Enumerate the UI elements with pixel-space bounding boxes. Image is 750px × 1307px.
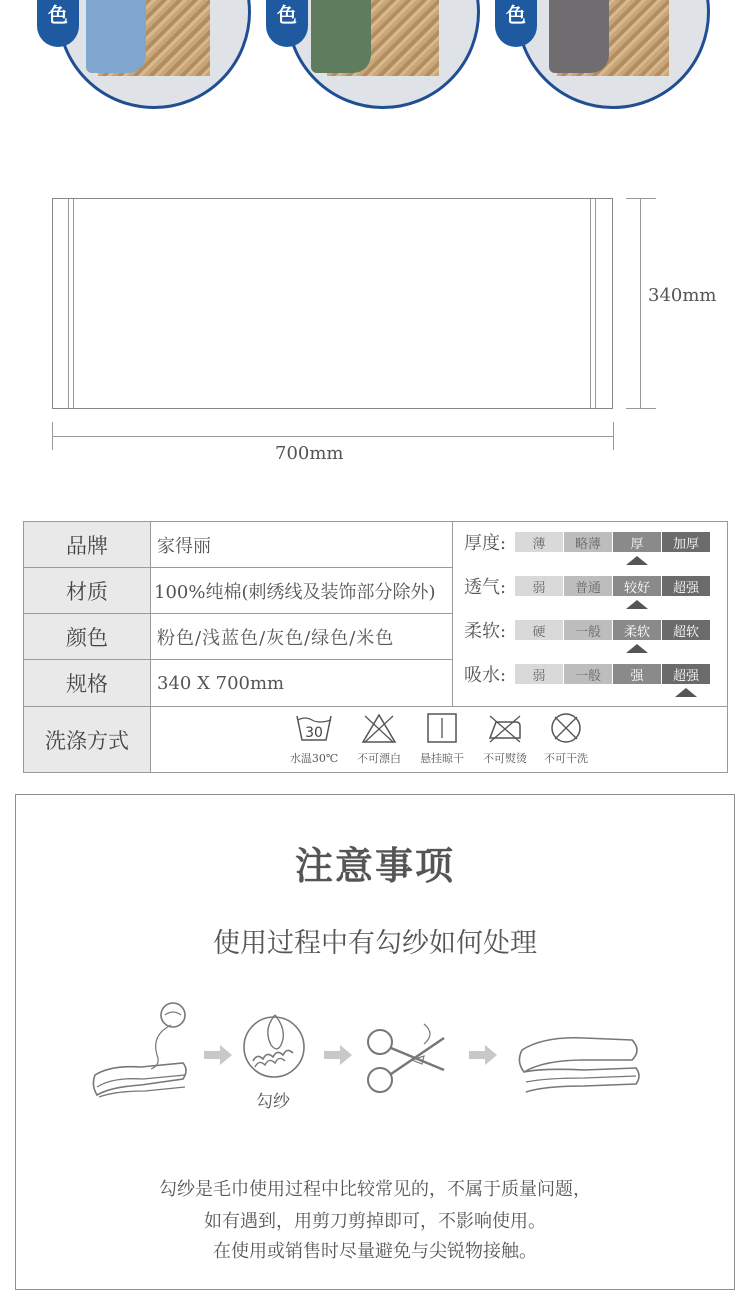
towel-diagram	[0, 0, 750, 480]
notice-section	[15, 794, 735, 1290]
folded-towel-icon	[514, 1028, 644, 1098]
height-label: 340mm	[648, 285, 717, 306]
spec-label-material: 材质	[24, 568, 151, 614]
arrow-right-icon	[324, 1045, 354, 1065]
color-badge: 色	[495, 0, 537, 47]
level-selected-marker	[626, 600, 648, 609]
washing-row-top-border	[453, 706, 728, 707]
level-label-softness: 柔软:	[464, 621, 507, 642]
wash-icon-item	[349, 712, 409, 766]
level-option: 超强	[662, 576, 710, 596]
level-option: 硬	[515, 620, 563, 640]
towel-border-left	[73, 199, 74, 408]
height-dimension-tick	[626, 408, 656, 409]
wash-icon-item	[475, 712, 535, 766]
no-dry-clean-icon	[547, 712, 585, 744]
wash-temp-number: 30	[305, 725, 323, 741]
spec-value-brand: 家得丽	[151, 522, 453, 568]
width-dimension-line	[52, 436, 614, 437]
wash-icon-item	[412, 712, 472, 766]
spec-table	[23, 521, 728, 773]
level-selected-marker	[626, 644, 648, 653]
arrow-right-icon	[469, 1045, 499, 1065]
towel-border-right	[590, 199, 591, 408]
level-selected-marker	[626, 556, 648, 565]
width-dimension-tick	[52, 422, 53, 450]
level-option: 强	[613, 664, 661, 684]
notice-paragraph: 在使用或销售时尽量避免与尖锐物接触。	[213, 1241, 537, 1262]
level-selected-marker	[675, 688, 697, 697]
wash-icon-item	[536, 712, 596, 766]
level-option: 较好	[613, 576, 661, 596]
towel-outline	[52, 198, 613, 409]
height-dimension-tick	[626, 198, 656, 199]
snag-caption: 勾纱	[256, 1092, 290, 1112]
level-option: 薄	[515, 532, 563, 552]
arrow-right-icon	[204, 1045, 234, 1065]
folded-towel-tag-icon	[91, 995, 191, 1110]
color-badge: 色	[266, 0, 308, 47]
level-panel-border	[452, 522, 453, 707]
notice-title: 注意事项	[294, 843, 455, 888]
spec-label-size: 规格	[24, 660, 151, 707]
level-label-absorbency: 吸水:	[464, 665, 507, 686]
wash-caption: 水温30℃	[289, 752, 339, 765]
towel-border-left	[68, 199, 69, 408]
spec-label-brand: 品牌	[24, 522, 151, 568]
wash-icon-item	[284, 712, 344, 766]
wash-caption: 不可干洗	[544, 752, 588, 765]
level-option: 弱	[515, 576, 563, 596]
no-iron-icon	[486, 712, 524, 744]
level-option: 略薄	[564, 532, 612, 552]
towel-border-right	[595, 199, 596, 408]
width-label: 700mm	[275, 443, 344, 464]
wash-caption: 不可漂白	[357, 752, 401, 765]
height-dimension-line	[640, 198, 641, 409]
spec-label-washing: 洗涤方式	[24, 707, 151, 772]
color-badge: 色	[37, 0, 79, 47]
level-label-thickness: 厚度:	[464, 533, 507, 554]
level-option: 超强	[662, 664, 710, 684]
level-option: 一般	[564, 620, 612, 640]
level-option: 柔软	[613, 620, 661, 640]
notice-paragraph: 如有遇到，用剪刀剪掉即可，不影响使用。	[204, 1211, 546, 1232]
snag-loop-icon	[241, 1005, 311, 1085]
notice-subtitle: 使用过程中有勾纱如何处理	[213, 928, 537, 959]
width-dimension-tick	[613, 422, 614, 450]
hang-dry-icon	[423, 712, 461, 744]
wash-caption: 不可熨烫	[483, 752, 527, 765]
spec-label-color: 颜色	[24, 614, 151, 660]
level-label-breathability: 透气:	[464, 577, 507, 598]
level-option: 弱	[515, 664, 563, 684]
scissors-icon	[364, 1020, 456, 1100]
wash-caption: 悬挂晾干	[420, 752, 464, 765]
level-option: 普通	[564, 576, 612, 596]
spec-value-color: 粉色/浅蓝色/灰色/绿色/米色	[151, 614, 453, 660]
level-option: 一般	[564, 664, 612, 684]
level-option: 超软	[662, 620, 710, 640]
wash-30-icon	[295, 712, 333, 744]
level-option: 厚	[613, 532, 661, 552]
no-bleach-icon	[360, 712, 398, 744]
spec-value-material: 100%纯棉(刺绣线及装饰部分除外)	[151, 568, 453, 614]
level-option: 加厚	[662, 532, 710, 552]
notice-paragraph: 勾纱是毛巾使用过程中比较常见的，不属于质量问题，	[159, 1179, 591, 1200]
spec-value-size: 340 X 700mm	[151, 660, 453, 707]
